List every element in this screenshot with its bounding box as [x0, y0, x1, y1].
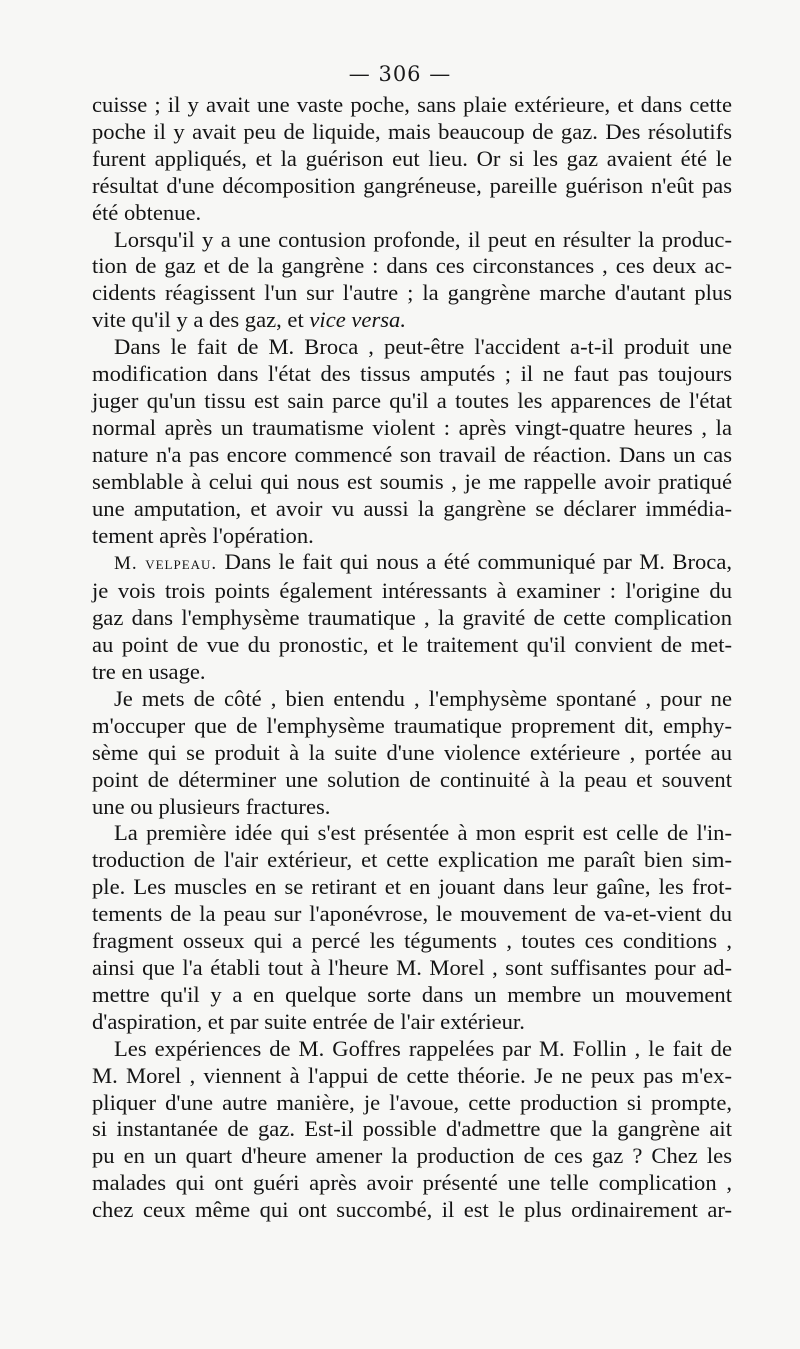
text-line: poche il y avait peu de liquide, mais beaucoup de gaz. Des résolutifs [92, 118, 732, 144]
paragraph [92, 549, 732, 686]
paragraph [92, 820, 732, 1035]
paragraph [92, 334, 732, 549]
text-line: tre en usage. [92, 659, 206, 685]
text-line: La première idée qui s'est présentée à mon esprit est celle de l'in- [114, 820, 732, 846]
text-line: furent appliqués, et la guérison eut lieu. Or si les gaz avaient été le [92, 145, 732, 171]
text-line: tion de gaz et de la gangrène : dans ces circonstances , ces deux ac- [92, 253, 732, 279]
text-line: pu en un quart d'heure amener la production de ces gaz ? Chez les [92, 1143, 732, 1169]
text-line-rest: Dans le fait qui nous a été communiqué par M. Broca, [217, 549, 732, 575]
text-line: juger qu'un tissu est sain parce qu'il a toutes les apparences de l'état [92, 387, 732, 413]
text-line: gaz dans l'emphysème traumatique , la gravité de cette complication [92, 605, 732, 631]
text-line: chez ceux même qui ont succombé, il est le plus ordinairement ar- [92, 1197, 732, 1223]
text-line: normal après un traumatisme violent : après vingt-quatre heures , la [92, 414, 732, 440]
text-line: été obtenue. [92, 199, 202, 225]
page-number: — 306 — [348, 62, 452, 86]
text-line: pliquer d'une autre manière, je l'avoue, cette production si prompte, [92, 1089, 732, 1115]
text-line: semblable à celui qui nous est soumis , je me rappelle avoir pratiqué [92, 468, 732, 494]
text-line: Les expériences de M. Goffres rappelées par M. Follin , le fait de [114, 1035, 732, 1061]
paragraph [92, 92, 732, 227]
text-line: Lorsqu'il y a une contusion profonde, il peut en résulter la produc- [114, 226, 732, 252]
text-line: cidents réagissent l'un sur l'autre ; la gangrène marche d'autant plus [92, 280, 732, 306]
text-line: ainsi que l'a établi tout à l'heure M. Morel , sont suffisantes pour ad- [92, 955, 732, 980]
paragraph [92, 1036, 732, 1224]
text-line [92, 307, 732, 334]
text-line: nature n'a pas encore commencé son travail de réaction. Dans un cas [92, 441, 732, 467]
text-line: mettre qu'il y a en quelque sorte dans un membre un mouvement [92, 981, 732, 1007]
text-line: résultat d'une décomposition gangréneuse, pareille guérison n'eût pas [92, 172, 732, 198]
text-line: si instantanée de gaz. Est-il possible d'admettre que la gangrène ait [92, 1116, 732, 1142]
text-line: fragment osseux qui a percé les téguments , toutes ces conditions , [92, 928, 732, 954]
text-line: point de déterminer une solution de continuité à la peau et souvent [92, 766, 732, 792]
text-line: une ou plusieurs fractures. [92, 793, 331, 819]
text-line: je vois trois points également intéressants à examiner : l'origine du [92, 578, 732, 604]
text-line: une amputation, et avoir vu aussi la gangrène se déclarer immédia- [92, 495, 732, 521]
speaker-name: M. velpeau. [114, 553, 218, 575]
text-line: sème qui se produit à la suite d'une violence extérieure , portée au [92, 739, 732, 765]
text-line: cuisse ; il y avait une vaste poche, sans plaie extérieure, et dans cette [92, 92, 732, 117]
text-line: tements de la peau sur l'aponévrose, le mouvement de va-et-vient du [92, 901, 732, 927]
paragraph [92, 686, 732, 821]
text-line: malades qui ont guéri après avoir présenté une telle complication , [92, 1170, 732, 1196]
paragraph [92, 227, 732, 335]
text-line: Dans le fait de M. Broca , peut-être l'accident a-t-il produit une [114, 334, 732, 360]
italic-phrase: vice versa. [309, 307, 406, 333]
text-line: tement après l'opération. [92, 522, 314, 548]
text-line-start: vite qu'il y a des gaz, et [92, 307, 310, 333]
text-line: troduction de l'air extérieur, et cette explication me paraît bien sim- [92, 847, 732, 873]
body-text [92, 92, 732, 1224]
text-line: au point de vue du pronostic, et le traitement qu'il convient de met- [92, 632, 732, 658]
text-line: Je mets de côté , bien entendu , l'emphysème spontané , pour ne [114, 685, 732, 711]
text-line: M. Morel , viennent à l'appui de cette théorie. Je ne peux pas m'ex- [92, 1062, 732, 1088]
text-line: ple. Les muscles en se retirant et en jouant dans leur gaîne, les frot- [92, 874, 732, 900]
text-line: d'aspiration, et par suite entrée de l'air extérieur. [92, 1008, 525, 1034]
text-line: modification dans l'état des tissus amputés ; il ne faut pas toujours [92, 361, 732, 387]
text-line [92, 549, 732, 578]
text-line: m'occuper que de l'emphysème traumatique proprement dit, emphy- [92, 712, 732, 738]
